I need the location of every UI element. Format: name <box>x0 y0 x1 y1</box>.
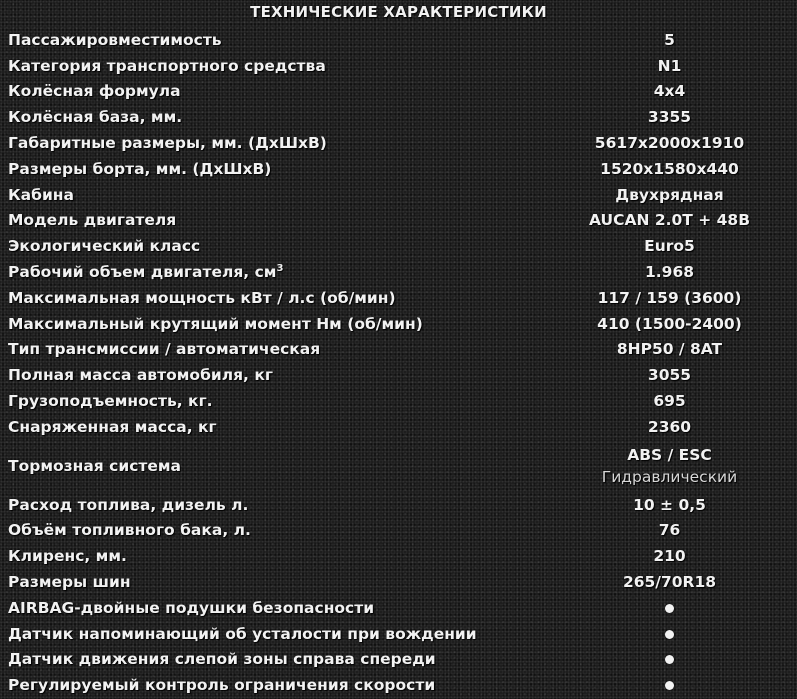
spec-label-cell <box>8 27 568 53</box>
spec-label-cell <box>8 53 568 79</box>
table-row <box>8 362 793 388</box>
table-row <box>8 130 793 156</box>
spec-value: 210 <box>653 547 686 566</box>
spec-label-cell <box>8 182 568 208</box>
table-row <box>8 621 793 647</box>
spec-value: 1.968 <box>644 263 695 282</box>
spec-label: Тип трансмиссии / автоматическая <box>8 340 321 359</box>
spec-label: Датчик движения слепой зоны справа спереди <box>8 650 436 669</box>
spec-label: Датчик напоминающий об усталости при вождении <box>8 624 477 643</box>
spec-value: 3055 <box>647 366 692 385</box>
spec-label: Регулируемый контроль ограничения скорости <box>8 676 436 695</box>
spec-label-cell <box>8 362 568 388</box>
spec-label-cell <box>8 414 568 440</box>
table-row <box>8 285 793 311</box>
spec-label-cell <box>8 208 568 234</box>
table-row <box>8 156 793 182</box>
bullet-dot-icon <box>665 655 674 664</box>
spec-value-cell <box>568 104 793 130</box>
spec-label-cell <box>8 259 568 285</box>
bullet-dot-icon <box>665 681 674 690</box>
spec-label-cell <box>8 104 568 130</box>
spec-value-cell <box>568 362 793 388</box>
spec-value: 10 ± 0,5 <box>633 495 706 514</box>
spec-label: Колёсная база, мм. <box>8 108 183 127</box>
spec-label-cell <box>8 156 568 182</box>
table-row <box>8 672 793 698</box>
spec-label-cell <box>8 388 568 414</box>
table-row <box>8 79 793 105</box>
table-row <box>8 569 793 595</box>
spec-value: 8HP50 / 8AT <box>616 340 723 359</box>
spec-label-cell <box>8 79 568 105</box>
spec-label: Полная масса автомобиля, кг <box>8 366 273 385</box>
spec-label: Грузоподъемность, кг. <box>8 392 213 411</box>
spec-value: 3355 <box>647 108 692 127</box>
spec-label: AIRBAG-двойные подушки безопасности <box>8 598 375 617</box>
spec-value: 695 <box>653 392 686 411</box>
spec-value: ABS / ESC <box>627 445 712 464</box>
spec-label: Экологический класс <box>8 237 201 256</box>
spec-value-cell <box>568 440 793 492</box>
bullet-dot-icon <box>665 604 674 613</box>
spec-label-cell <box>8 337 568 363</box>
spec-label: Объём топливного бака, л. <box>8 521 251 540</box>
spec-value: Двухрядная <box>615 185 724 204</box>
spec-value: Euro5 <box>644 237 695 256</box>
spec-value: 1520x1580x440 <box>600 159 739 178</box>
spec-label: Рабочий объем двигателя, см <box>8 263 277 282</box>
table-row <box>8 53 793 79</box>
spec-value: 5 <box>664 30 675 49</box>
spec-value: 76 <box>658 521 681 540</box>
spec-label-cell <box>8 440 568 492</box>
spec-label-cell <box>8 492 568 518</box>
table-row <box>8 233 793 259</box>
spec-label: Модель двигателя <box>8 211 177 230</box>
spec-value: 265/70R18 <box>622 573 717 592</box>
spec-value: 4x4 <box>653 82 686 101</box>
table-row <box>8 518 793 544</box>
spec-value-cell <box>568 647 793 673</box>
spec-label-cell <box>8 595 568 621</box>
spec-value-cell <box>568 311 793 337</box>
spec-value-cell <box>568 182 793 208</box>
spec-value-cell <box>568 672 793 698</box>
spec-label: Максимальная мощность кВт / л.с (об/мин) <box>8 288 396 307</box>
spec-label-cell <box>8 621 568 647</box>
spec-value-cell <box>568 130 793 156</box>
spec-value-cell <box>568 492 793 518</box>
spec-value-cell <box>568 285 793 311</box>
table-row <box>8 543 793 569</box>
page-title: ТЕХНИЧЕСКИЕ ХАРАКТЕРИСТИКИ <box>250 3 547 21</box>
table-row <box>8 182 793 208</box>
spec-value-cell <box>568 414 793 440</box>
spec-value-cell <box>568 388 793 414</box>
table-row <box>8 337 793 363</box>
bullet-dot-icon <box>665 630 674 639</box>
table-row <box>8 492 793 518</box>
spec-value: 5617x2000x1910 <box>594 134 745 153</box>
spec-value-secondary: Гидравлический <box>601 467 738 486</box>
spec-label: Максимальный крутящий момент Нм (об/мин) <box>8 314 423 333</box>
spec-value-cell <box>568 233 793 259</box>
spec-value-cell <box>568 543 793 569</box>
spec-label-cell <box>8 285 568 311</box>
spec-label: Снаряженная масса, кг <box>8 417 217 436</box>
table-row <box>8 647 793 673</box>
spec-label: Расход топлива, дизель л. <box>8 495 249 514</box>
spec-label: Тормозная система <box>8 456 182 475</box>
table-row <box>8 311 793 337</box>
unit-superscript: 3 <box>276 262 284 274</box>
table-row <box>8 595 793 621</box>
spec-value-cell <box>568 518 793 544</box>
spec-table <box>8 27 793 698</box>
table-row <box>8 208 793 234</box>
spec-label: Колёсная формула <box>8 82 181 101</box>
spec-label: Пассажировместимость <box>8 30 222 49</box>
spec-value: 2360 <box>647 417 692 436</box>
spec-label-cell <box>8 518 568 544</box>
spec-value: AUCAN 2.0T + 48В <box>588 211 751 230</box>
spec-label: Клиренс, мм. <box>8 547 127 566</box>
spec-value-cell <box>568 27 793 53</box>
spec-label-cell <box>8 543 568 569</box>
spec-value-cell <box>568 337 793 363</box>
spec-label: Размеры шин <box>8 573 131 592</box>
spec-value: 410 (1500-2400) <box>597 314 742 333</box>
spec-label: Кабина <box>8 185 74 204</box>
spec-label-cell <box>8 130 568 156</box>
spec-label-cell <box>8 569 568 595</box>
spec-value-cell <box>568 259 793 285</box>
spec-value-cell <box>568 595 793 621</box>
spec-label: Категория транспортного средства <box>8 56 326 75</box>
spec-label-cell <box>8 672 568 698</box>
spec-value-cell <box>568 621 793 647</box>
spec-value-cell <box>568 53 793 79</box>
table-row <box>8 104 793 130</box>
spec-label-cell <box>8 647 568 673</box>
table-row <box>8 414 793 440</box>
spec-label: Габаритные размеры, мм. (ДхШхВ) <box>8 134 327 153</box>
spec-label-cell <box>8 233 568 259</box>
spec-value: 117 / 159 (3600) <box>597 288 742 307</box>
table-row <box>8 27 793 53</box>
table-row <box>8 259 793 285</box>
spec-label: Размеры борта, мм. (ДхШхВ) <box>8 159 272 178</box>
spec-value-cell <box>568 208 793 234</box>
spec-label-cell <box>8 311 568 337</box>
table-row <box>8 440 793 492</box>
spec-value-cell <box>568 569 793 595</box>
table-row <box>8 388 793 414</box>
spec-value-cell <box>568 156 793 182</box>
spec-value-cell <box>568 79 793 105</box>
spec-value: N1 <box>657 56 682 75</box>
